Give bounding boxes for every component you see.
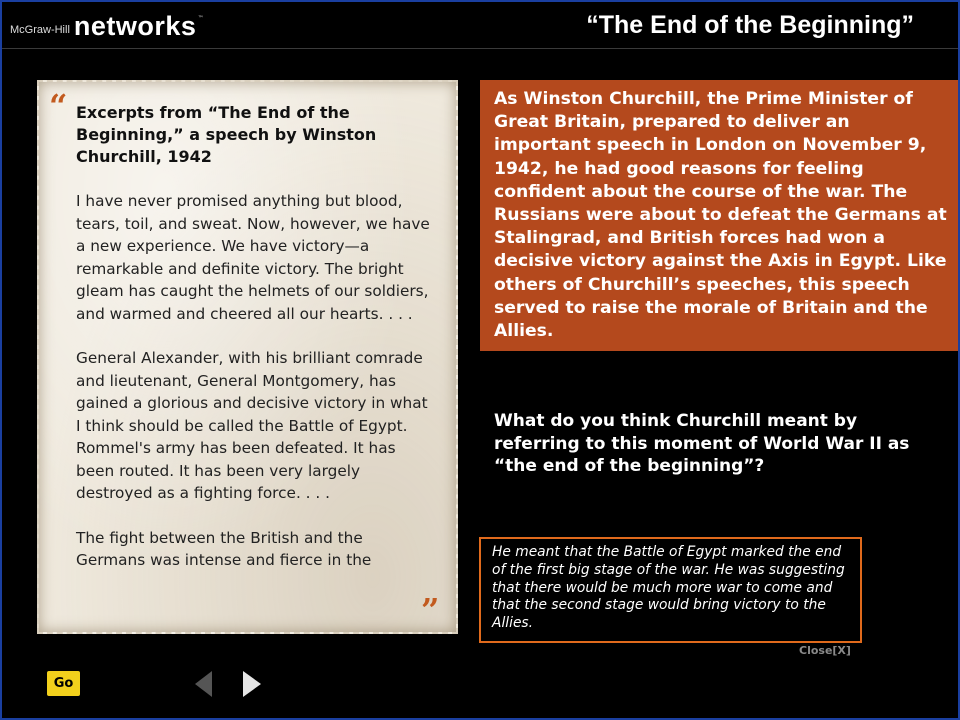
close-button[interactable]: Close[X] — [799, 644, 851, 657]
excerpt-body — [76, 190, 431, 594]
brand-prefix: McGraw-Hill — [10, 24, 70, 36]
close-quote-icon: ” — [421, 591, 440, 629]
go-button[interactable]: Go — [47, 671, 80, 696]
question-text: What do you think Churchill meant by referring to this moment of World War II as “the end of the beginning”? — [494, 411, 910, 476]
excerpt-paragraph: I have never promised anything but blood, tears, toil, and sweat. Now, however, we have a new experience. We have victory—a remarkable and definite victory. The bright gleam has caught the helmets of our soldiers, and warmed and cheered all our hearts. . . . — [76, 192, 430, 323]
speech-excerpt-panel — [37, 80, 458, 634]
brand-logo — [10, 12, 203, 40]
triangle-right-icon — [240, 669, 264, 699]
previous-button[interactable] — [192, 669, 216, 703]
open-quote-icon: “ — [49, 87, 68, 125]
next-button[interactable] — [240, 669, 264, 703]
brand-name: networks — [73, 11, 197, 41]
excerpt-paragraph: General Alexander, with his brilliant comrade and lieutenant, General Montgomery, has gained a glorious and decisive victory in what I think should be called the Battle of Egypt. Rommel's army has been defeated. It has been routed. It has been very largely destroyed as a fighting force. . . . — [76, 349, 428, 502]
header-bar — [2, 2, 958, 49]
brand-trademark: ™ — [197, 15, 204, 22]
excerpt-paragraph: The fight between the British and the Germans was intense and fierce in the — [76, 528, 372, 569]
context-text-box: As Winston Churchill, the Prime Minister of Great Britain, prepared to deliver an important speech in London on November 9, 1942, he had good reasons for feeling confident about the course of the war. The Russians were about to defeat the Germans at Stalingrad, and British forces had won a decisive victory against the Axis in Egypt. Like others of Churchill’s speeches, this speech served to raise the morale of Britain and the Allies. — [480, 80, 958, 351]
triangle-left-icon — [192, 669, 216, 699]
answer-box: He meant that the Battle of Egypt marked the end of the first big stage of the war. He was suggesting that there would be much more war to come and that the second stage would bring victory to the Allies. — [479, 537, 862, 643]
page-title: “The End of the Beginning” — [586, 11, 914, 39]
excerpt-title: Excerpts from “The End of the Beginning,” a speech by Winston Churchill, 1942 — [76, 103, 377, 166]
